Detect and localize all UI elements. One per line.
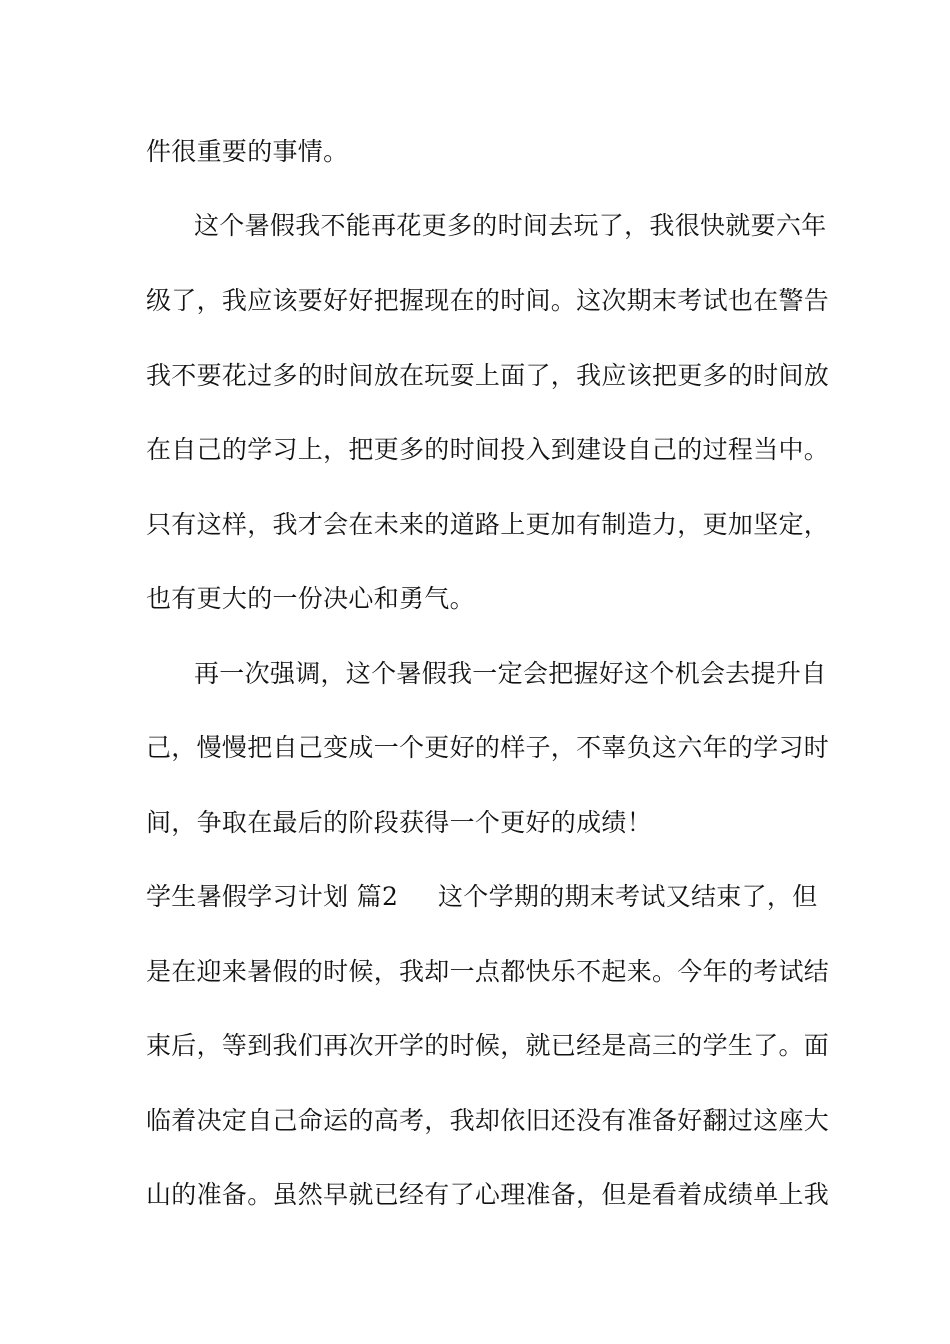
text-line: 间，争取在最后的阶段获得一个更好的成绩！ bbox=[146, 808, 653, 837]
paragraph-first-line: 再一次强调，这个暑假我一定会把握好这个机会去提升自 bbox=[194, 659, 827, 688]
text-line: 己，慢慢把自己变成一个更好的样子，不辜负这六年的学习时 bbox=[146, 733, 830, 762]
text-line: 这个学期的期末考试又结束了，但 bbox=[438, 882, 818, 911]
text-line: 也有更大的一份决心和勇气。 bbox=[146, 584, 475, 613]
text-line: 束后，等到我们再次开学的时候，就已经是高三的学生了。面 bbox=[146, 1031, 830, 1060]
section-heading-line bbox=[146, 877, 818, 917]
text-line: 只有这样，我才会在未来的道路上更加有制造力，更加坚定， bbox=[146, 510, 830, 539]
text-line: 临着决定自己命运的高考，我却依旧还没有准备好翻过这座大 bbox=[146, 1106, 830, 1135]
text-line: 在自己的学习上，把更多的时间投入到建设自己的过程当中。 bbox=[146, 435, 830, 464]
section-heading: 学生暑假学习计划 篇2 bbox=[146, 882, 399, 911]
text-line: 是在迎来暑假的时候，我却一点都快乐不起来。今年的考试结 bbox=[146, 957, 830, 986]
text-line: 山的准备。虽然早就已经有了心理准备，但是看着成绩单上我 bbox=[146, 1180, 830, 1209]
text-line: 件很重要的事情。 bbox=[146, 137, 349, 166]
text-line: 级了，我应该要好好把握现在的时间。这次期末考试也在警告 bbox=[146, 286, 830, 315]
text-line: 我不要花过多的时间放在玩耍上面了，我应该把更多的时间放 bbox=[146, 361, 830, 390]
paragraph-first-line: 这个暑假我不能再花更多的时间去玩了，我很快就要六年 bbox=[194, 211, 827, 240]
